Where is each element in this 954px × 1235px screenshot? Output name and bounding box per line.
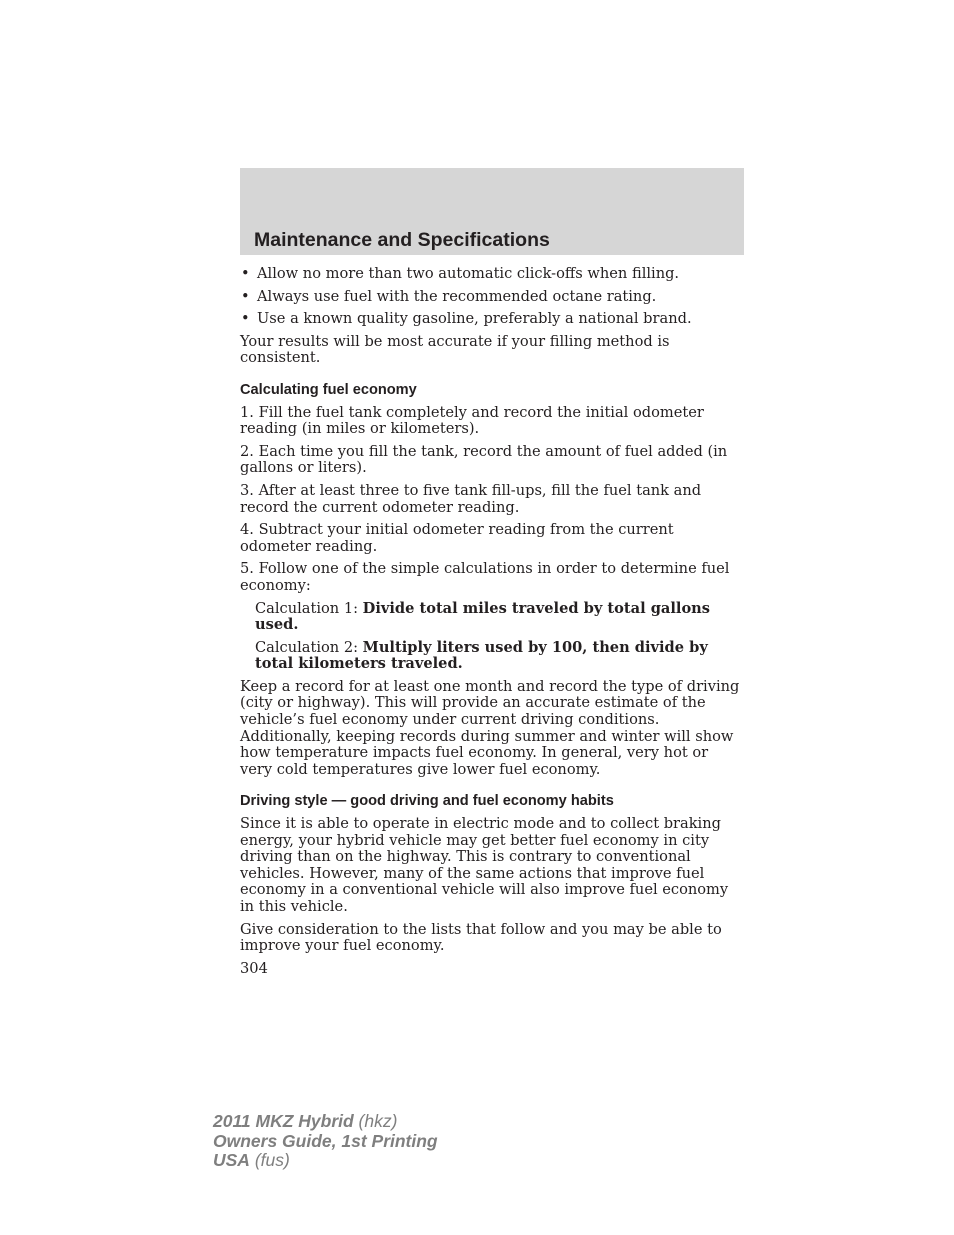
step-3: 3. After at least three to five tank fill-ups, fill the fuel tank and record the current odometer reading.: [240, 481, 702, 516]
tips-list: [240, 266, 744, 328]
calculation-1-label: Calculation 1:: [255, 599, 363, 617]
list-item-text: Always use fuel with the recommended octane rating.: [257, 287, 657, 305]
step-2: 2. Each time you fill the tank, record the amount of fuel added (in gallons or liters).: [240, 442, 728, 477]
page-number: 304: [240, 960, 268, 977]
step-4: 4. Subtract your initial odometer reading from the current odometer reading.: [240, 521, 674, 555]
footer-model-code: (hkz): [353, 1111, 398, 1131]
bullet-icon: •: [241, 265, 250, 282]
footer-line-1: [213, 1112, 438, 1132]
heading-calculating-fuel-economy: Calculating fuel economy: [240, 381, 417, 398]
footer-model: 2011 MKZ Hybrid: [213, 1111, 354, 1131]
list-item: [240, 311, 744, 328]
footer-line-2: Owners Guide, 1st Printing: [213, 1130, 438, 1151]
hybrid-paragraph: Since it is able to operate in electric mode and to collect braking energy, your hybrid vehicle may get better fuel economy in city driving than on the highway. This is contrary to conventional vehicles. However, many of the same actions that improve fuel economy in a conventional vehicle will also improve fuel economy in this vehicle.: [240, 815, 729, 915]
bullet-icon: •: [241, 310, 250, 328]
page-content: [240, 266, 744, 961]
step-5: 5. Follow one of the simple calculations in order to determine fuel economy:: [240, 560, 730, 594]
list-item-text: Allow no more than two automatic click-offs when filling.: [257, 265, 680, 282]
intro-note: Your results will be most accurate if your filling method is consistent.: [240, 332, 670, 367]
list-item: [240, 266, 744, 283]
list-item: [240, 289, 744, 306]
consideration-paragraph: Give consideration to the lists that follow and you may be able to improve your fuel economy.: [240, 920, 722, 955]
list-item-text: Use a known quality gasoline, preferably a national brand.: [257, 310, 692, 328]
record-paragraph: Keep a record for at least one month and record the type of driving (city or highway). This will provide an accurate estimate of the vehicle’s fuel economy under current driving conditions. Additionally, keeping records during summer and winter will show how temperature impacts fuel economy. In general, very hot or very cold temperatures give lower fuel economy.: [240, 677, 740, 778]
footer-market-code: (fus): [249, 1150, 290, 1170]
calculation-2-text: Multiply liters used by 100, then divide by total kilometers traveled.: [255, 638, 708, 673]
footer-line-3: [213, 1151, 438, 1171]
footer-market: USA: [213, 1150, 250, 1170]
calculation-1: [240, 601, 744, 634]
section-header-band: [240, 168, 744, 255]
step-1: 1. Fill the fuel tank completely and record the initial odometer reading (in miles or kilometers).: [240, 403, 704, 438]
calculation-2: [240, 640, 744, 673]
bullet-icon: •: [241, 287, 250, 305]
document-footer: [213, 1112, 438, 1171]
heading-driving-style: Driving style — good driving and fuel economy habits: [240, 793, 614, 810]
section-title: Maintenance and Specifications: [254, 229, 550, 251]
calculation-2-label: Calculation 2:: [255, 638, 363, 656]
calculation-1-text: Divide total miles traveled by total gallons used.: [255, 599, 711, 634]
